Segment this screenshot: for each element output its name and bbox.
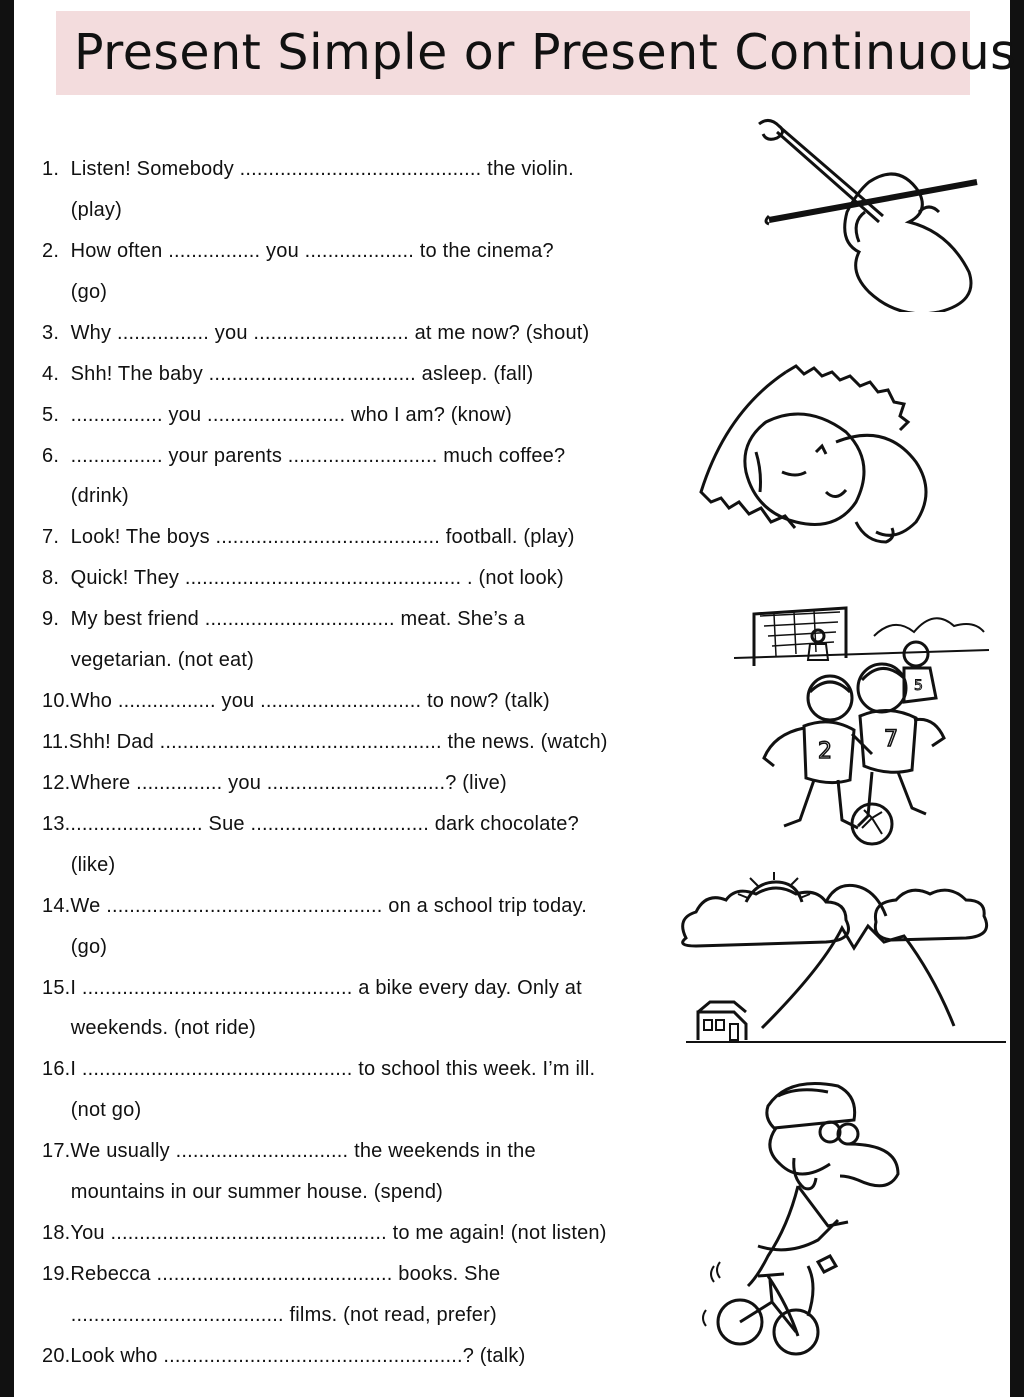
exercise-line: 19.Rebecca ......................................... books. She — [42, 1263, 501, 1285]
svg-text:7: 7 — [884, 727, 898, 752]
exercise-line: 1. Listen! Somebody .......................................... the violin. — [42, 158, 574, 180]
sleeping-baby-illustration — [686, 362, 956, 582]
svg-text:5: 5 — [914, 678, 923, 694]
exercise-line: vegetarian. (not eat) — [42, 649, 254, 671]
football-players-illustration — [734, 596, 999, 851]
svg-text:2: 2 — [818, 739, 832, 764]
exercise-line: 7. Look! The boys ....................................... football. (play) — [42, 526, 575, 548]
exercise-line: (like) — [42, 854, 116, 876]
exercise-line: (go) — [42, 281, 108, 303]
exercise-line: 15.I ............................................... a bike every day. Only at — [42, 977, 582, 999]
cyclist-illustration — [698, 1076, 908, 1366]
exercise-line: (play) — [42, 199, 122, 221]
exercise-line: 16.I ............................................... to school this week. I’m ill. — [42, 1058, 596, 1080]
worksheet — [14, 0, 1017, 1397]
exercise-line: 5. ................ you ........................ who I am? (know) — [42, 404, 513, 426]
exercise-line: 8. Quick! They ................................................ . (not look) — [42, 567, 564, 589]
exercise-line: weekends. (not ride) — [42, 1017, 256, 1039]
exercise-line: 13........................ Sue ............................... dark chocolate? — [42, 813, 579, 835]
exercise-line: mountains in our summer house. (spend) — [42, 1181, 444, 1203]
exercise-line: 18.You ................................................ to me again! (not listen) — [42, 1222, 607, 1244]
violin-illustration — [749, 112, 979, 312]
exercise-line: 3. Why ................ you ........................... at me now? (shout) — [42, 322, 590, 344]
exercise-line: 4. Shh! The baby .................................... asleep. (fall) — [42, 363, 534, 385]
exercise-line: 2. How often ................ you ................... to the cinema? — [42, 240, 554, 262]
mountain-landscape-illustration — [676, 872, 1006, 1052]
exercise-line: 20.Look who ....................................................? (talk) — [42, 1345, 526, 1367]
exercise-line: (drink) — [42, 485, 129, 507]
exercise-line: 14.We ................................................ on a school trip today. — [42, 895, 588, 917]
page-title: Present Simple or Present Continuous — [74, 24, 1017, 81]
exercise-line: (go) — [42, 936, 108, 958]
exercise-line: 10.Who ................. you ............................ to now? (talk) — [42, 690, 550, 712]
exercise-line: 9. My best friend ................................. meat. She’s a — [42, 608, 526, 630]
exercise-line: 12.Where ............... you ...............................? (live) — [42, 772, 507, 794]
exercise-line: 6. ................ your parents .......................... much coffee? — [42, 445, 566, 467]
exercise-line: ..................................... films. (not read, prefer) — [42, 1304, 497, 1326]
exercise-line: 17.We usually .............................. the weekends in the — [42, 1140, 536, 1162]
exercise-line: 11.Shh! Dad ................................................. the news. (watch) — [42, 731, 608, 753]
exercise-line: (not go) — [42, 1099, 142, 1121]
